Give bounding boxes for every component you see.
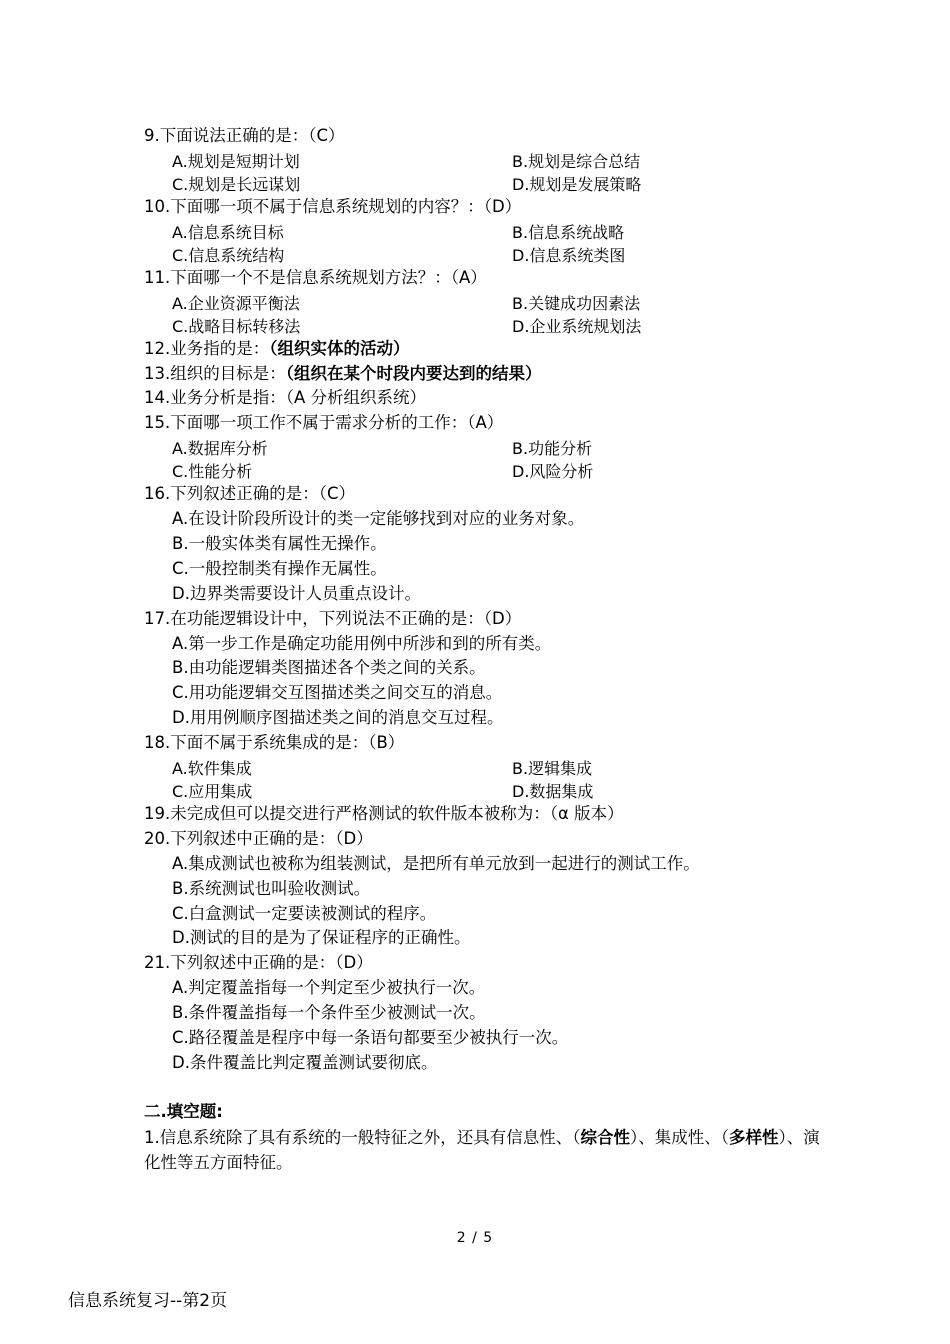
option-a: A.集成测试也被称为组装测试，是把所有单元放到一起进行的测试工作。 [172,853,700,873]
option-d: D.风险分析 [512,462,594,482]
option-d: D.用用例顺序图描述类之间的消息交互过程。 [172,708,504,728]
option-c: C.性能分析 [172,462,253,482]
question-11: 11.下面哪一个不是信息系统规划方法？：（A） [144,267,487,287]
option-b: B.功能分析 [512,439,593,459]
question-21: 21.下列叙述中正确的是：（D） [144,953,373,973]
option-d: D.条件覆盖比判定覆盖测试要彻底。 [172,1052,438,1072]
document-body [144,124,844,1175]
option-c: C.战略目标转移法 [172,316,301,336]
option-a: A.在设计阶段所设计的类一定能够找到对应的业务对象。 [172,509,585,529]
option-b: B.信息系统战略 [512,222,625,242]
option-a: A.信息系统目标 [172,222,284,242]
option-b: B.系统测试也叫验收测试。 [172,878,371,898]
answer: （组织在某个时段内要达到的结果） [285,363,542,383]
option-c: C.路径覆盖是程序中每一条语句都要至少被执行一次。 [172,1028,569,1048]
option-d: D.测试的目的是为了保证程序的正确性。 [172,928,471,948]
answer: 综合性 [580,1127,630,1147]
option-a: A.规划是短期计划 [172,151,300,171]
option-d: D.信息系统类图 [512,245,626,265]
option-a: A.第一步工作是确定功能用例中所涉和到的所有类。 [172,633,552,653]
option-b: B.一般实体类有属性无操作。 [172,534,387,554]
option-c: C.规划是长远谋划 [172,174,301,194]
option-d: D.规划是发展策略 [512,174,642,194]
answer: 多样性 [729,1127,779,1147]
question-12: 12.业务指的是：（组织实体的活动） [144,338,410,358]
option-b: B.规划是综合总结 [512,151,641,171]
question-10: 10.下面哪一项不属于信息系统规划的内容？：（D） [144,196,522,216]
option-b: B.由功能逻辑类图描述各个类之间的关系。 [172,658,486,678]
option-b: B.关键成功因素法 [512,293,641,313]
page-footer: 信息系统复习--第2页 [68,1291,228,1311]
question-9: 9.下面说法正确的是：（C） [144,126,345,145]
question-18: 18.下面不属于系统集成的是：（B） [144,733,405,753]
option-a: A.判定覆盖指每一个判定至少被执行一次。 [172,978,486,998]
option-d: D.边界类需要设计人员重点设计。 [172,583,421,603]
option-c: C.信息系统结构 [172,245,285,265]
option-a: A.软件集成 [172,759,252,779]
option-d: D.企业系统规划法 [512,316,642,336]
section-title: 二.填空题: [144,1101,223,1121]
option-b: B.条件覆盖指每一个条件至少被测试一次。 [172,1003,486,1023]
option-c: C.一般控制类有操作无属性。 [172,558,387,578]
answer: （组织实体的活动） [269,338,410,358]
page-number: 2 / 5 [456,1230,494,1246]
option-c: C.用功能逻辑交互图描述类之间交互的消息。 [172,683,503,703]
fill-in-question-1: 1.信息系统除了具有系统的一般特征之外，还具有信息性、（综合性）、集成性、（多样性）、演化性等五方面特征。 [144,1127,820,1172]
option-d: D.数据集成 [512,782,594,802]
question-19: 19.未完成但可以提交进行严格测试的软件版本被称为：（α 版本） [144,804,624,824]
question-17: 17.在功能逻辑设计中，下列说法不正确的是：（D） [144,608,522,628]
option-c: C.白盒测试一定要读被测试的程序。 [172,903,437,923]
option-a: A.企业资源平衡法 [172,293,300,313]
option-a: A.数据库分析 [172,439,268,459]
question-15: 15.下面哪一项工作不属于需求分析的工作：（A） [144,413,504,433]
question-13: 13.组织的目标是：（组织在某个时段内要达到的结果） [144,363,542,383]
question-16: 16.下列叙述正确的是：（C） [144,484,356,504]
option-b: B.逻辑集成 [512,759,593,779]
question-20: 20.下列叙述中正确的是：（D） [144,828,373,848]
option-c: C.应用集成 [172,782,253,802]
question-14: 14.业务分析是指：（A 分析组织系统） [144,388,427,408]
